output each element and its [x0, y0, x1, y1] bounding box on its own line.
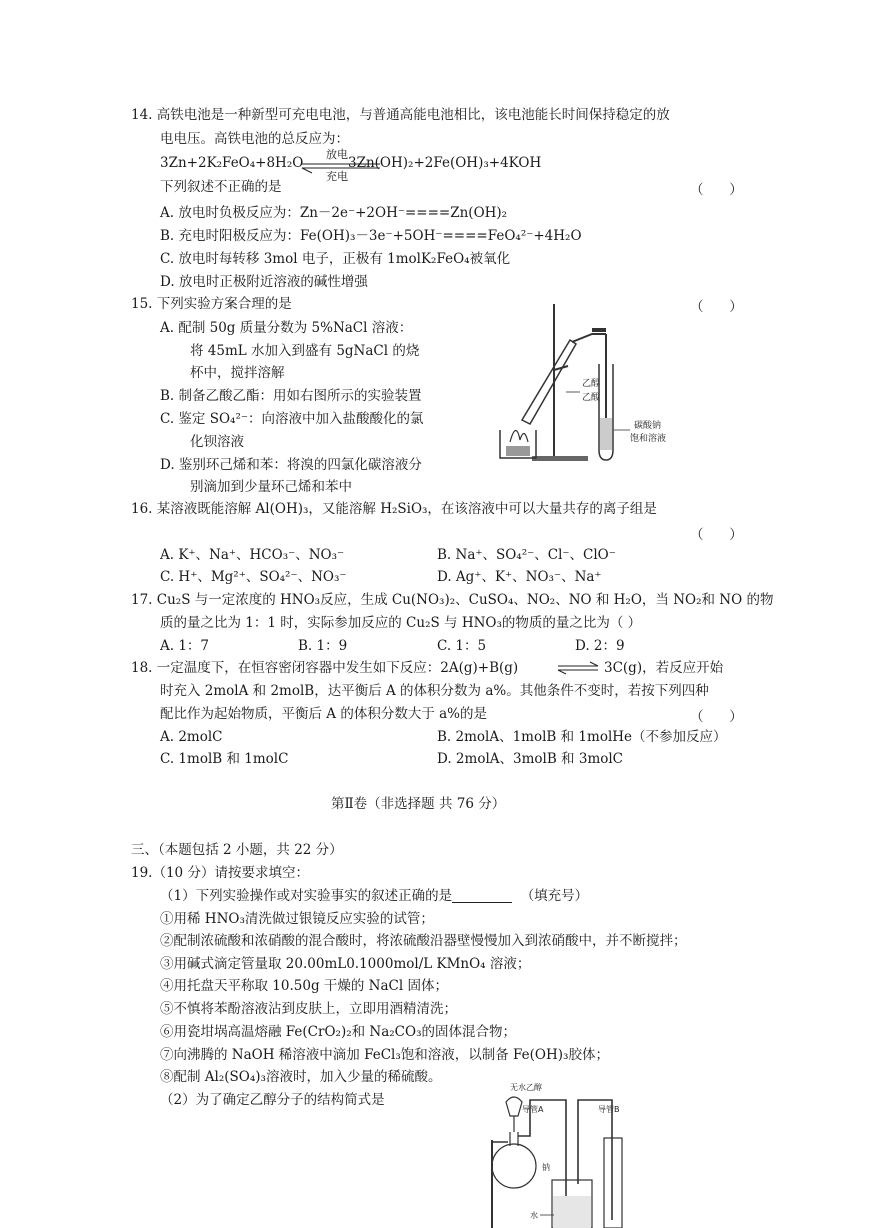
q15-answer-paren: （ ）	[690, 299, 743, 315]
q16-option-d: D. Ag⁺、K⁺、NO₃⁻、Na⁺	[437, 569, 602, 585]
fig19-label-tube-a: 导管A	[522, 1105, 544, 1114]
q17-option-b: B. 1：9	[298, 638, 348, 654]
q17-option-c: C. 1：5	[437, 638, 487, 654]
fig19-label-sodium: 钠	[542, 1163, 550, 1172]
q14-eq-right: 3Zn(OH)₂+2Fe(OH)₃+4KOH	[348, 155, 542, 171]
q16-answer-paren: （ ）	[690, 527, 743, 543]
ester-apparatus-figure	[496, 300, 686, 470]
q14-line1: 14. 高铁电池是一种新型可充电电池，与普通高能电池相比，该电池能长时间保持稳定的放	[131, 107, 670, 123]
q15-option-d1: D. 鉴别环己烯和苯：将溴的四氯化碳溶液分	[160, 457, 422, 473]
q16-option-a: A. K⁺、Na⁺、HCO₃⁻、NO₃⁻	[160, 547, 345, 563]
q15-line1: 15. 下列实验方案合理的是	[131, 296, 292, 312]
q18-option-c: C. 1molB 和 1molC	[160, 751, 289, 767]
q15-option-a1: A. 配制 50g 质量分数为 5%NaCl 溶液：	[160, 320, 413, 336]
q18-line2: 时充入 2molA 和 2molB，达平衡后 A 的体积分数为 a%。其他条件不变时，若按下列四种	[160, 683, 709, 699]
q18-line3: 配比作为起始物质，平衡后 A 的体积分数大于 a%的是	[160, 706, 487, 722]
q19-part1	[160, 887, 588, 905]
q19-statement-8: ⑧配制 Al₂(SO₄)₃溶液时，加入少量的稀硫酸。	[160, 1069, 442, 1085]
q18-line1-b: 3C(g)，若反应开始	[604, 660, 724, 676]
q14-option-a: A. 放电时负极反应为：Zn－2e⁻+2OH⁻====Zn(OH)₂	[160, 205, 508, 221]
q19-statement-7: ⑦向沸腾的 NaOH 稀溶液中滴加 FeCl₃饱和溶液，以制备 Fe(OH)₃胶体；	[160, 1047, 609, 1063]
q14-eq-top-label: 放电	[326, 148, 348, 161]
q15-option-d2: 别滴加到少量环己烯和苯中	[190, 479, 352, 495]
fig15-label-sodium-carbonate: 碳酸钠	[634, 421, 662, 431]
q17-line2: 质的量之比为 1：1 时，实际参加反应的 Cu₂S 与 HNO₃的物质的量之比为（ ）	[160, 615, 642, 631]
q19-part1-blank[interactable]	[452, 888, 512, 903]
q17-line1: 17. Cu₂S 与一定浓度的 HNO₃反应，生成 Cu(NO₃)₂、CuSO₄、NO₂、NO 和 H₂O，当 NO₂和 NO 的物	[131, 592, 774, 608]
fig19-label-water: 水	[530, 1211, 538, 1220]
fig15-label-acetic: 乙酸	[582, 393, 601, 403]
q18-line1-a: 18. 一定温度下，在恒容密闭容器中发生如下反应：2A(g)+B(g)	[131, 660, 519, 676]
q14-eq-bottom-label: 充电	[326, 170, 348, 183]
q19-statement-1: ①用稀 HNO₃清洗做过银镜反应实验的试管；	[160, 911, 434, 927]
q19-part2: （2）为了确定乙醇分子的结构简式是	[160, 1092, 385, 1108]
q14-option-c: C. 放电时每转移 3mol 电子，正极有 1molK₂FeO₄被氧化	[160, 251, 511, 267]
fig15-label-saturated-solution: 饱和溶液	[630, 434, 667, 444]
q16-option-b: B. Na⁺、SO₄²⁻、Cl⁻、ClO⁻	[437, 547, 616, 563]
q14-stem: 下列叙述不正确的是	[160, 179, 282, 195]
q15-option-a3: 杯中，搅拌溶解	[190, 365, 285, 381]
q14-line2: 电电压。高铁电池的总反应为：	[160, 131, 349, 147]
q16-line1: 16. 某溶液既能溶解 Al(OH)₃，又能溶解 H₂SiO₃，在该溶液中可以大量共存的离子组是	[131, 501, 657, 517]
q17-option-a: A. 1：7	[160, 638, 210, 654]
q14-option-d: D. 放电时正极附近溶液的碱性增强	[160, 274, 368, 290]
q19-statement-4: ④用托盘天平称取 10.50g 干燥的 NaCl 固体；	[160, 978, 448, 994]
q19-statement-5: ⑤不慎将苯酚溶液沾到皮肤上，立即用酒精清洗；	[160, 1001, 457, 1017]
q14-answer-paren: （ ）	[690, 182, 743, 198]
section-2-heading: 第Ⅱ卷（非选择题 共 76 分）	[331, 796, 506, 812]
q15-option-c2: 化钡溶液	[190, 434, 244, 450]
q18-option-d: D. 2molA、3molB 和 3molC	[437, 751, 624, 767]
q16-option-c: C. H⁺、Mg²⁺、SO₄²⁻、NO₃⁻	[160, 569, 347, 585]
q15-option-b: B. 制备乙酸乙酯：用如右图所示的实验装置	[160, 388, 422, 404]
q14-option-b: B. 充电时阳极反应为：Fe(OH)₃－3e⁻+5OH⁻====FeO₄²⁻+4H₂O	[160, 228, 582, 244]
q18-option-a: A. 2molC	[160, 729, 223, 745]
q18-answer-paren: （ ）	[690, 709, 743, 725]
q15-option-c1: C. 鉴定 SO₄²⁻：向溶液中加入盐酸酸化的氯	[160, 411, 424, 427]
q19-part1-text: （1）下列实验操作或对实验事实的叙述正确的是	[160, 888, 453, 904]
fig15-label-ethanol: 乙醇	[582, 379, 601, 389]
q19-statement-6: ⑥用瓷坩埚高温熔融 Fe(CrO₂)₂和 Na₂CO₃的固体混合物；	[160, 1024, 516, 1040]
q17-option-d: D. 2：9	[575, 638, 625, 654]
q18-option-b: B. 2molA、1molB 和 1molHe（不参加反应）	[437, 729, 727, 745]
fig19-label-ethanol: 无水乙醇	[510, 1083, 542, 1092]
equilibrium-arrow-icon	[556, 660, 600, 676]
q19-line1: 19.（10 分）请按要求填空：	[131, 865, 309, 881]
section-3-heading: 三、（本题包括 2 小题，共 22 分）	[131, 842, 343, 858]
q19-statement-2: ②配制浓硫酸和浓硝酸的混合酸时，将浓硫酸沿器壁慢慢加入到浓硝酸中，并不断搅拌；	[160, 933, 687, 949]
q14-eq-left: 3Zn+2K₂FeO₄+8H₂O	[160, 155, 304, 171]
ethanol-sodium-apparatus-figure	[480, 1080, 650, 1228]
q19-statement-3: ③用碱式滴定管量取 20.00mL0.1000mol/L KMnO₄ 溶液；	[160, 956, 531, 972]
q15-option-a2: 将 45mL 水加入到盛有 5gNaCl 的烧	[190, 343, 420, 359]
fig19-label-tube-b: 导管B	[598, 1105, 620, 1114]
q19-part1-hint: （填充号）	[520, 888, 589, 904]
